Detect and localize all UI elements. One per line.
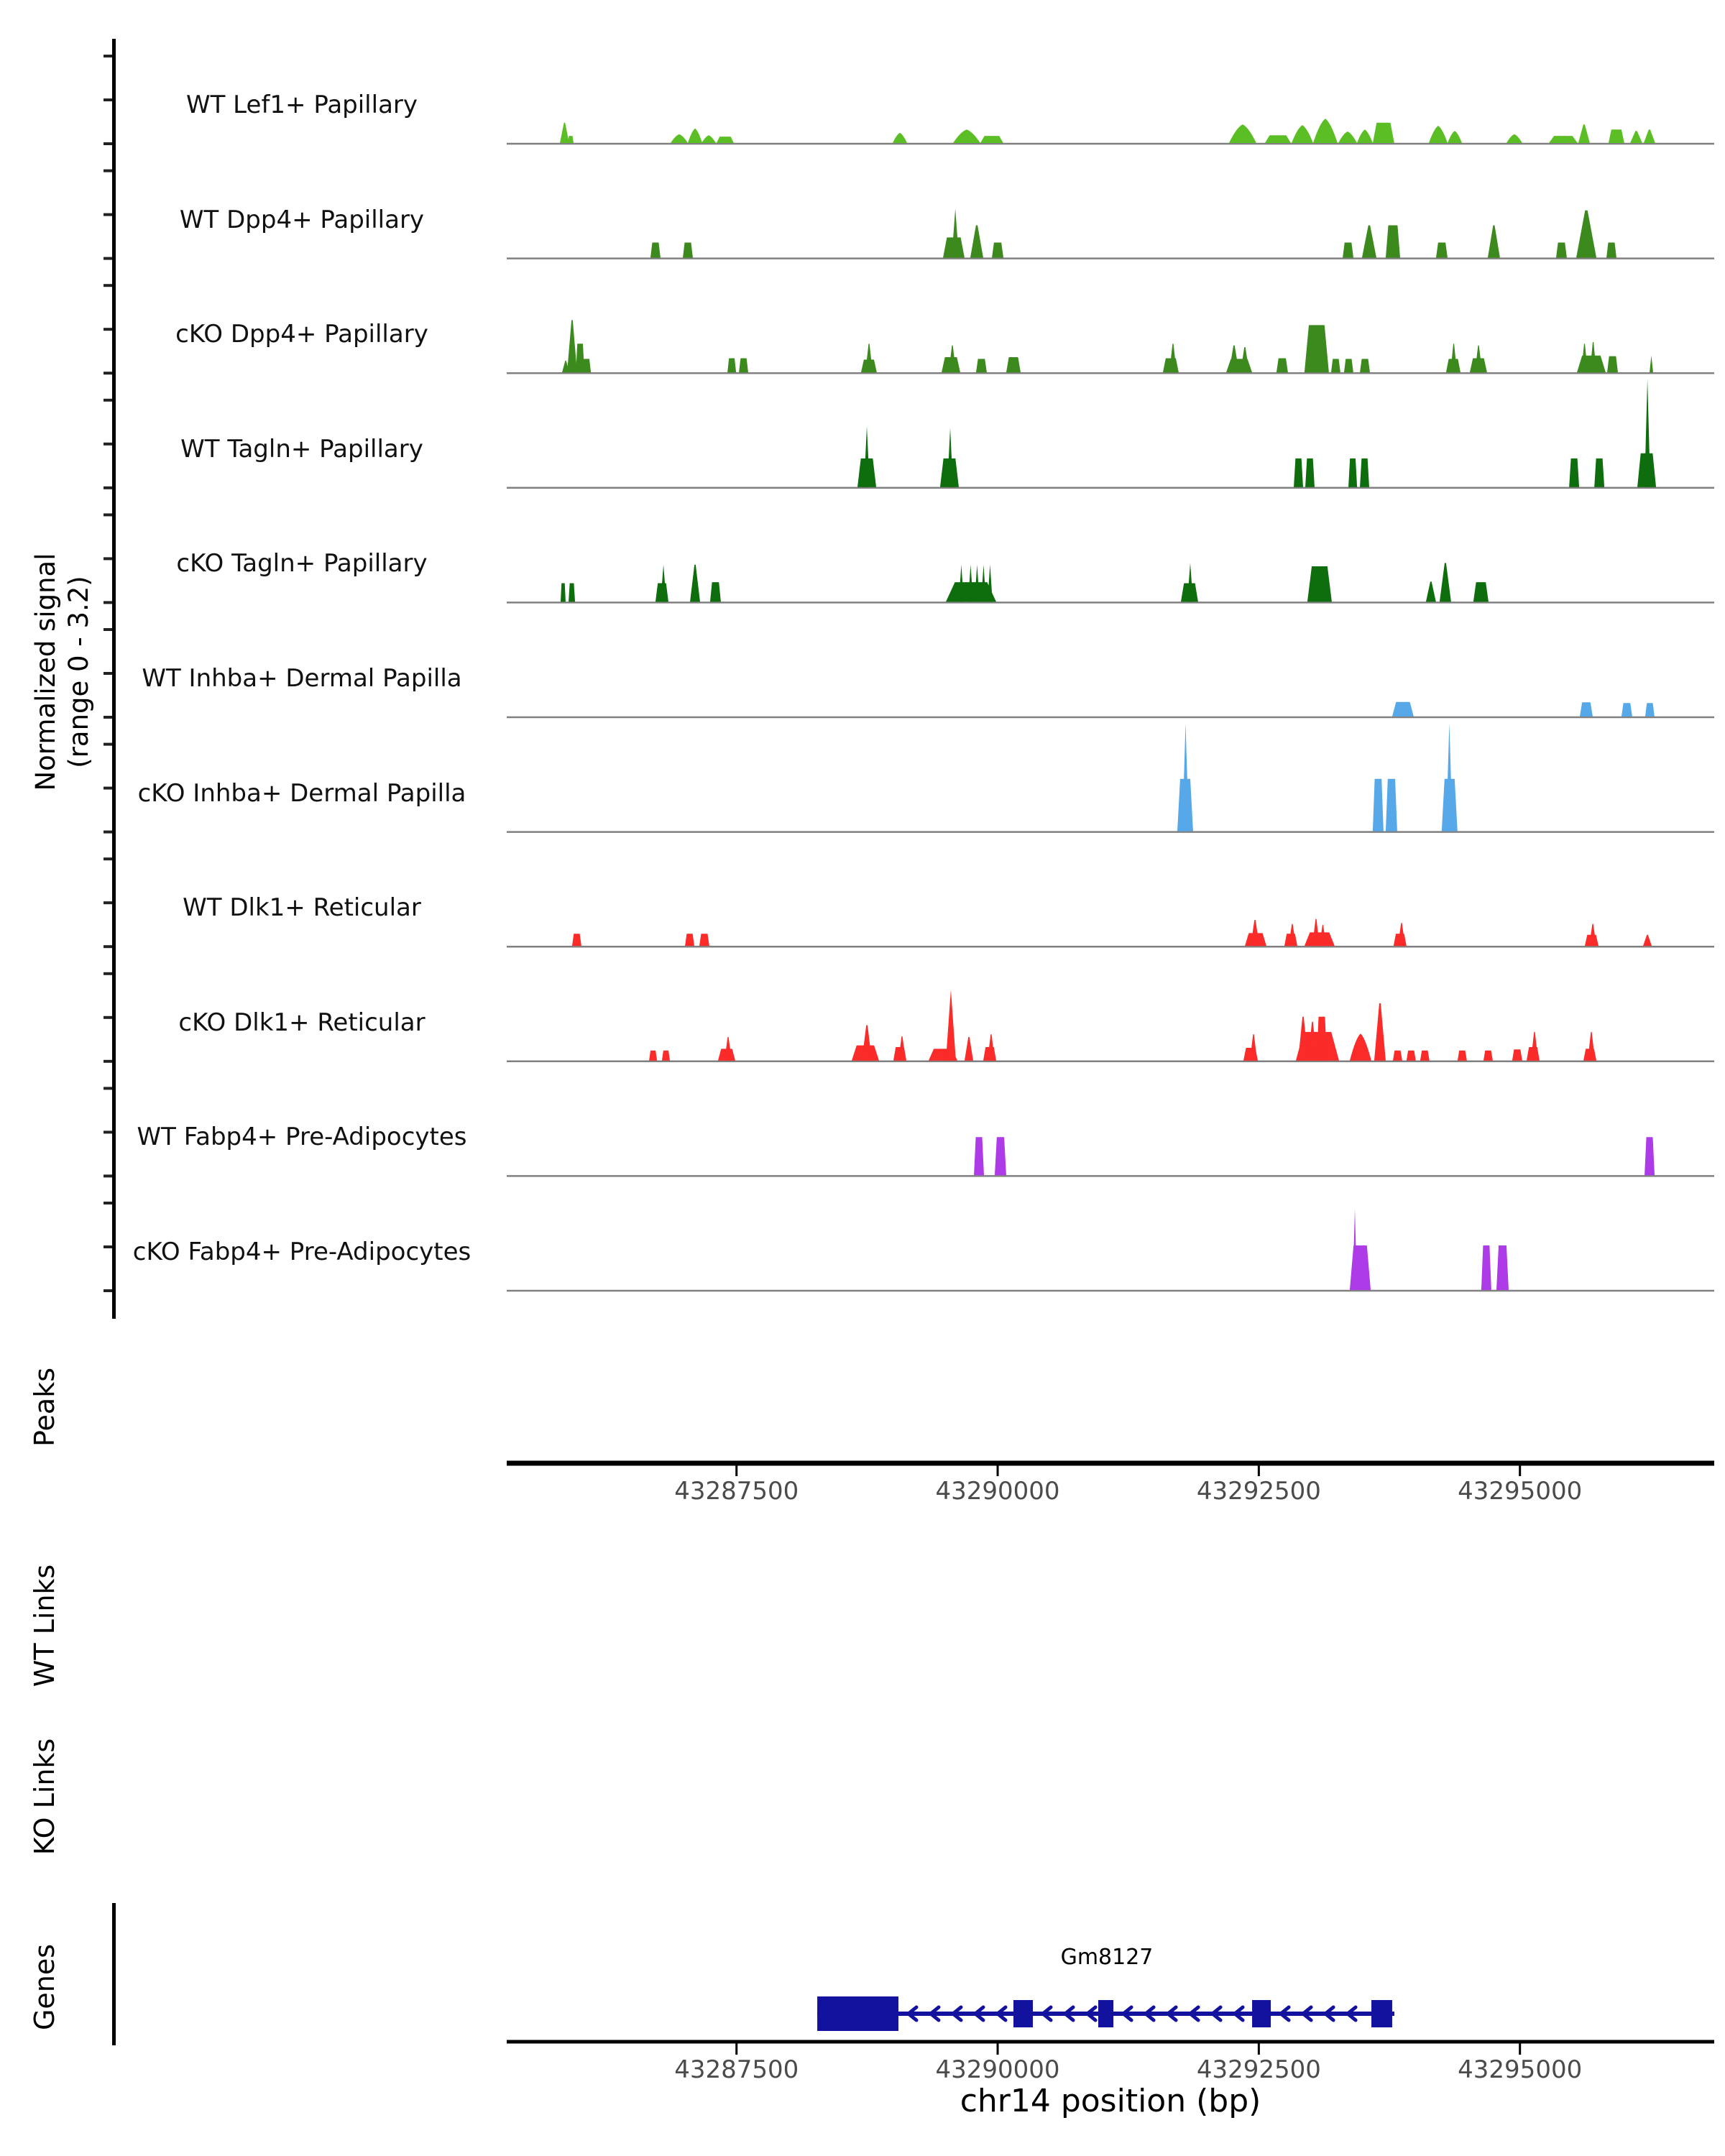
signal-peak <box>1006 357 1021 372</box>
signal-peak <box>1360 459 1369 487</box>
ko-links-section-label: KO Links <box>29 1738 60 1856</box>
signal-peak <box>1276 358 1288 372</box>
signal-peak <box>952 208 959 257</box>
gene-exon <box>1371 2000 1392 2027</box>
signal-peak <box>1305 932 1335 946</box>
signal-peak <box>1348 459 1357 487</box>
signal-peak <box>1305 459 1315 487</box>
track-label: WT Tagln+ Papillary <box>180 434 423 464</box>
signal-peak <box>671 134 688 143</box>
signal-peak <box>727 358 736 372</box>
signal-peak <box>1556 242 1567 257</box>
signal-peak <box>1488 225 1500 257</box>
x-axis-tick-label: 43290000 <box>935 2055 1060 2084</box>
signal-peak <box>1436 242 1448 257</box>
signal-peak <box>649 1051 657 1061</box>
signal-peak <box>1607 356 1618 373</box>
signal-peak <box>1578 124 1590 143</box>
track-label: cKO Inhba+ Dermal Papilla <box>137 778 466 808</box>
signal-peak <box>561 584 566 602</box>
signal-peak <box>1440 563 1451 602</box>
signal-peak <box>1187 563 1193 602</box>
signal-y-axis-bar <box>112 39 116 1319</box>
track-label: cKO Dpp4+ Papillary <box>175 320 428 349</box>
signal-peak <box>893 133 907 143</box>
signal-peak <box>865 344 873 372</box>
signal-peak <box>1549 136 1578 143</box>
gene-name-label: Gm8127 <box>1060 1945 1154 1970</box>
signal-peak <box>1576 211 1596 258</box>
signal-peak <box>1307 566 1332 602</box>
track-label: cKO Tagln+ Papillary <box>176 549 428 579</box>
signal-peak <box>970 225 983 257</box>
signal-peak <box>1362 225 1376 257</box>
signal-peak <box>699 934 709 946</box>
signal-peak <box>980 136 1003 143</box>
signal-peak <box>1357 129 1373 143</box>
signal-peak <box>1182 723 1189 831</box>
signal-peak <box>1393 1051 1402 1061</box>
track-label: WT Inhba+ Dermal Papilla <box>142 664 462 693</box>
signal-peak <box>862 1025 872 1060</box>
track-label: cKO Dlk1+ Reticular <box>178 1008 426 1037</box>
signal-peak <box>864 426 870 487</box>
signal-peak <box>1317 1017 1327 1061</box>
signal-peak <box>1350 1033 1371 1061</box>
signal-peak <box>953 129 980 143</box>
signal-peak <box>1580 702 1593 717</box>
signal-peak <box>650 242 661 257</box>
signal-peak <box>1251 920 1259 946</box>
x-axis-tick-label: 43287500 <box>674 1477 799 1506</box>
signal-peak <box>946 990 956 1061</box>
signal-peak <box>988 565 993 602</box>
signal-peak <box>1481 1245 1491 1290</box>
signal-peak <box>1313 119 1338 143</box>
signal-peak <box>1312 919 1320 946</box>
track-label: WT Fabp4+ Pre-Adipocytes <box>137 1123 467 1152</box>
y-axis-label-line2: (range 0 - 3.2) <box>63 576 94 768</box>
track-label: cKO Fabp4+ Pre-Adipocytes <box>132 1238 472 1266</box>
signal-peak <box>688 129 702 143</box>
signal-peak <box>1392 702 1414 717</box>
signal-peak <box>992 242 1003 257</box>
signal-peak <box>1229 124 1256 143</box>
signal-peak <box>1630 131 1642 143</box>
signal-peak <box>1373 123 1394 143</box>
signal-peak <box>1650 356 1653 373</box>
x-axis-tick-label: 43295000 <box>1458 1477 1583 1506</box>
signal-peak <box>717 137 734 143</box>
genes-y-axis-bar <box>112 1903 116 2045</box>
track-label: WT Dpp4+ Papillary <box>179 205 425 234</box>
signal-peak <box>1644 1137 1655 1175</box>
signal-peak <box>1265 135 1291 143</box>
signal-peak <box>965 1037 973 1061</box>
signal-peak <box>1386 779 1397 831</box>
signal-peak <box>567 320 577 372</box>
y-axis-label-line1: Normalized signal <box>30 553 61 791</box>
signal-peak <box>1169 344 1177 372</box>
signal-peak <box>1292 125 1313 143</box>
signal-peak <box>1386 225 1400 257</box>
x-axis-tick-label: 43292500 <box>1196 2055 1321 2084</box>
genes-section-label: Genes <box>29 1943 60 2031</box>
signal-peak <box>1594 459 1604 487</box>
signal-peak <box>1512 1049 1522 1061</box>
signal-peak <box>1429 126 1448 143</box>
signal-peak <box>1458 1051 1467 1061</box>
x-axis-tick-label: 43295000 <box>1458 2055 1583 2084</box>
signal-peak <box>1496 1245 1509 1290</box>
signal-peak <box>974 1137 984 1175</box>
signal-peak <box>1331 359 1340 372</box>
signal-peak <box>1645 703 1655 717</box>
gene-exon <box>1098 2000 1113 2027</box>
signal-peak <box>947 428 953 487</box>
x-axis-tick-label: 43292500 <box>1196 1477 1321 1506</box>
signal-peak <box>572 934 581 946</box>
signal-peak <box>1473 582 1489 602</box>
signal-peak <box>1644 129 1655 143</box>
wt-links-section-label: WT Links <box>29 1564 60 1687</box>
signal-peak <box>683 242 693 257</box>
signal-peak <box>1450 344 1457 372</box>
signal-peak <box>1360 359 1370 372</box>
signal-peak <box>662 1051 670 1061</box>
signal-peak <box>1344 359 1353 372</box>
signal-peak <box>1644 379 1650 487</box>
signal-peak <box>1446 723 1453 831</box>
gene-exon <box>1252 2000 1271 2027</box>
signal-peak <box>568 136 574 143</box>
x-axis-title: chr14 position (bp) <box>960 2083 1261 2119</box>
signal-peak <box>1250 1034 1257 1061</box>
track-label: WT Dlk1+ Reticular <box>183 893 421 923</box>
signal-peak <box>1531 1032 1538 1061</box>
signal-peak <box>569 584 575 602</box>
gene-exon <box>817 1996 898 2031</box>
signal-peak <box>1643 935 1652 946</box>
signal-peak <box>1426 581 1436 602</box>
signal-peak <box>560 123 569 143</box>
signal-peak <box>995 1137 1006 1175</box>
signal-peak <box>1606 242 1616 257</box>
gene-exon <box>1013 2000 1033 2027</box>
x-axis-tick-label: 43290000 <box>935 1477 1060 1506</box>
signal-peak <box>702 135 716 143</box>
x-axis-tick-label: 43287500 <box>674 2055 799 2084</box>
signal-peak <box>1294 459 1303 487</box>
signal-peak <box>1448 131 1462 143</box>
signal-peak <box>1374 1003 1386 1061</box>
track-label: WT Lef1+ Papillary <box>185 91 418 119</box>
signal-peak <box>976 359 987 372</box>
signal-peak <box>1373 779 1384 831</box>
signal-peak <box>1588 1032 1595 1061</box>
signal-peak <box>1305 325 1329 372</box>
signal-peak <box>1407 1051 1416 1061</box>
signal-peak <box>710 582 721 602</box>
signal-peak <box>1484 1051 1493 1061</box>
peaks-section-label: Peaks <box>29 1367 60 1447</box>
signal-peak <box>1609 129 1624 143</box>
signal-peak <box>685 934 694 946</box>
signal-peak <box>1622 703 1632 717</box>
signal-peak <box>1343 242 1353 257</box>
signal-peak <box>1506 134 1522 143</box>
signal-peak <box>690 565 700 602</box>
signal-peak <box>1338 132 1357 143</box>
signal-peak <box>1420 1051 1430 1061</box>
signal-peak <box>739 358 748 372</box>
signal-peak <box>1569 459 1579 487</box>
